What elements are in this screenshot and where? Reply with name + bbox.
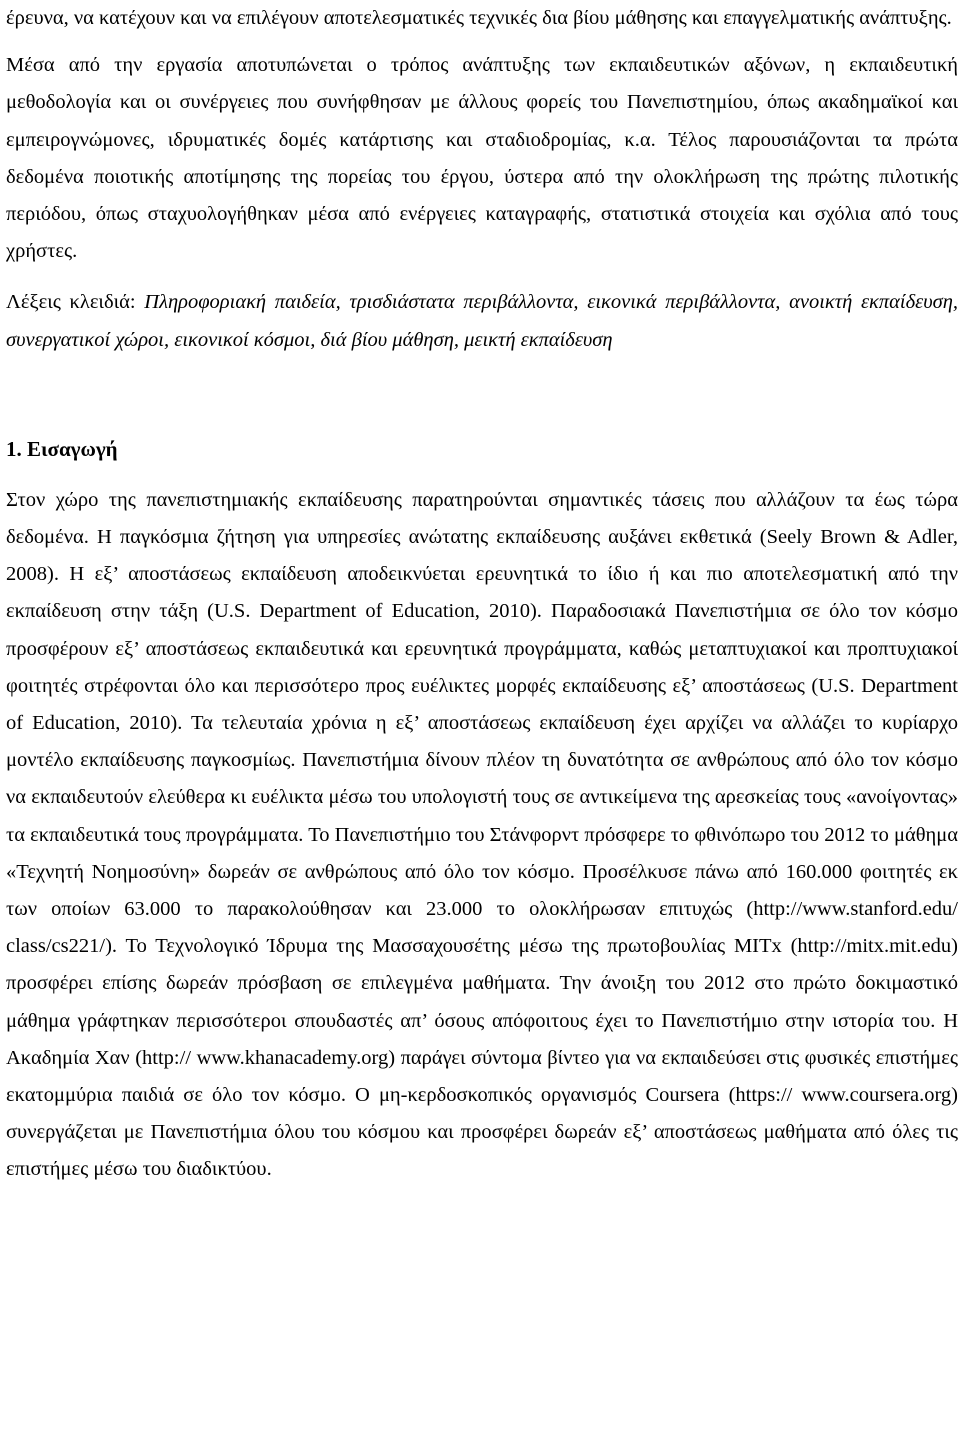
section-heading-introduction: 1. Εισαγωγή xyxy=(6,436,118,461)
keywords-list: Πληροφοριακή παιδεία, τρισδιάστατα περιβάλλοντα, εικονικά περιβάλλοντα, ανοικτή εκπαίδευση, συνεργατικοί χώροι, εικονικοί κόσμοι, διά βίου μάθηση, μεικτή εκπαίδευση xyxy=(6,291,959,351)
document-page xyxy=(6,0,958,1189)
keywords-paragraph xyxy=(6,284,958,358)
abstract-paragraph-method: Μέσα από την εργασία αποτυπώνεται ο τρόπος ανάπτυξης των εκπαιδευτικών αξόνων, η εκπαιδευτική μεθοδολογία και οι συνέργειες που συνήφθησαν με άλλους φορείς του Πανεπιστημίου, όπως ακαδημαϊκοί και εμπειρογνώμονες, ιδρυματικές δομές κατάρτισης και σταδιοδρομίας, κ.α. Τέλος παρουσιάζονται τα πρώτα δεδομένα ποιοτικής αποτίμησης της πορείας του έργου, ύστερα από την ολοκλήρωση της πρώτης πιλοτικής περιόδου, όπως σταχυολογήθηκαν μέσα από ενέργειες καταγραφής, στατιστικά στοιχεία και σχόλια από τους χρήστες. xyxy=(6,54,958,263)
keywords-label: Λέξεις κλειδιά: xyxy=(6,291,145,314)
introduction-paragraph: Στον χώρο της πανεπιστημιακής εκπαίδευσης παρατηρούνται σημαντικές τάσεις που αλλάζουν τα έως τώρα δεδομένα. Η παγκόσμια ζήτηση για υπηρεσίες ανώτατης εκπαίδευσης αυξάνει εκθετικά (Seely Brown & Adler, 2008). Η εξ’ αποστάσεως εκπαίδευση αποδεικνύεται ερευνητικά το ίδιο ή και πιο αποτελεσματική από την εκπαίδευση στην τάξη (U.S. Department of Education, 2010). Παραδοσιακά Πανεπιστήμια σε όλο τον κόσμο προσφέρουν εξ’ αποστάσεως εκπαιδευτικά και ερευνητικά προγράμματα, καθώς μεταπτυχιακοί και προπτυχιακοί φοιτητές στρέφονται όλο και περισσότερο προς ευέλικτες μορφές εκπαίδευσης εξ’ αποστάσεως (U.S. Department of Education, 2010). Τα τελευταία χρόνια η εξ’ αποστάσεως εκπαίδευση έχει αρχίζει να αλλάζει το κυρίαρχο μοντέλο εκπαίδευσης παγκοσμίως. Πανεπιστήμια δίνουν πλέον τη δυνατότητα σε ανθρώπους από όλο τον κόσμο να εκπαιδευτούν ελεύθερα κι ευέλικτα μέσω του υπολογιστή τους σε αντικείμενα της αρεσκείας τους «ανοίγοντας» τα εκπαιδευτικά τους προγράμματα. Το Πανεπιστήμιο του Στάνφορντ πρόσφερε το φθινόπωρο του 2012 το μάθημα «Τεχνητή Νοημοσύνη» δωρεάν σε ανθρώπους από όλο τον κόσμο. Προσέλκυσε πάνω από 160.000 φοιτητές εκ των οποίων 63.000 το παρακολούθησαν και 23.000 το ολοκλήρωσαν επιτυχώς (http://www.stanford.edu/ class/cs221/). Το Τεχνολογικό Ίδρυμα της Μασσαχουσέτης μέσω της πρωτοβουλίας MITx (http://mitx.mit.edu) προσφέρει επίσης δωρεάν πρόσβαση σε επιλεγμένα μαθήματα. Την άνοιξη του 2012 στο πρώτο δοκιμαστικό μάθημα γράφτηκαν περισσότεροι σπουδαστές απ’ όσους απόφοιτους έχει το Πανεπιστήμιο στην ιστορία του. Η Ακαδημία Χαν (http:// www.khanacademy.org) παράγει σύντομα βίντεο για να εκπαιδεύσει στις φυσικές επιστήμες εκατομμύρια παιδιά σε όλο τον κόσμο. Ο μη-κερδοσκοπικός οργανισμός Coursera (https:// www.coursera.org) συνεργάζεται με Πανεπιστήμια όλου του κόσμου και προσφέρει δωρεάν εξ’ αποστάσεως μαθήματα από όλες τις επιστήμες μέσω του διαδικτύου. xyxy=(6,488,958,1181)
abstract-paragraph-continued: έρευνα, να κατέχουν και να επιλέγουν αποτελεσματικές τεχνικές δια βίου μάθησης και επαγγελματικής ανάπτυξης. xyxy=(6,7,952,29)
